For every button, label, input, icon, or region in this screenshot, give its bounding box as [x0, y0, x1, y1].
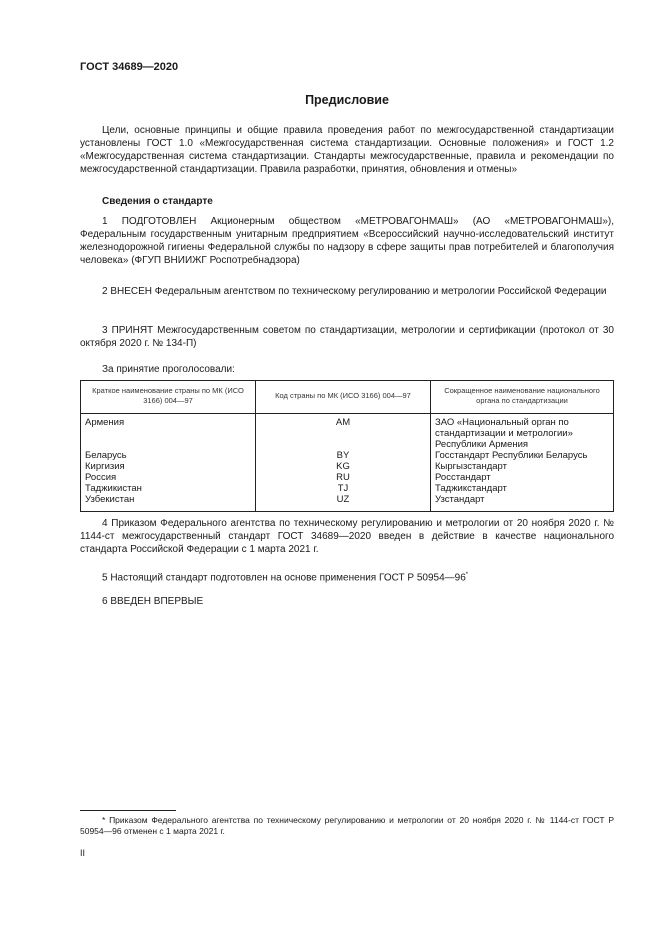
- cell-body: Госстандарт Республики Беларусь: [431, 450, 614, 461]
- cell-code: AM: [256, 414, 431, 451]
- cell-body: ЗАО «Национальный орган по стандартизации и метрологии» Республики Армения: [431, 414, 614, 451]
- cell-body: Узстандарт: [431, 494, 614, 512]
- item-4-block: [80, 517, 614, 556]
- section-title: Предисловие: [305, 93, 389, 107]
- item-6-paragraph: 6 ВВЕДЕН ВПЕРВЫЕ: [102, 596, 204, 607]
- page-number: II: [80, 848, 86, 858]
- voting-table: [80, 380, 614, 512]
- cell-code: RU: [256, 472, 431, 483]
- table-row: [81, 450, 614, 461]
- item-5-paragraph: [80, 569, 614, 584]
- cell-country: Таджикистан: [81, 483, 256, 494]
- footnote-separator: [80, 810, 176, 811]
- cell-country: Армения: [81, 414, 256, 451]
- footnote-mark: *: [465, 572, 469, 578]
- table-header-row: [81, 381, 614, 414]
- header-country: Краткое наименование страны по МК (ИСО 3166) 004—97: [81, 381, 256, 414]
- cell-code: UZ: [256, 494, 431, 512]
- item-2-block: [80, 285, 614, 298]
- document-id: ГОСТ 34689—2020: [80, 61, 179, 73]
- cell-country: Киргизия: [81, 461, 256, 472]
- item-1-paragraph: 1 ПОДГОТОВЛЕН Акционерным обществом «МЕТРОВАГОНМАШ» (АО «МЕТРОВАГОНМАШ»), Федеральным государственным унитарным предприятием «Всероссийский научно-исследовательский институт железнодорожной гигиены Федеральной службы по надзору в сфере защиты прав потребителей и благополучия человека» (ФГУП ВНИИЖГ Роспотребнадзора): [80, 216, 614, 266]
- item-2-paragraph: 2 ВНЕСЕН Федеральным агентством по техническому регулированию и метрологии Российской Федерации: [102, 286, 607, 297]
- cell-country: Беларусь: [81, 450, 256, 461]
- cell-code: TJ: [256, 483, 431, 494]
- item-3-block: [80, 324, 614, 350]
- item-3-paragraph: 3 ПРИНЯТ Межгосударственным советом по стандартизации, метрологии и сертификации (протокол от 30 октября 2020 г. № 134-П): [80, 325, 614, 349]
- item-5-block: [80, 569, 614, 584]
- intro-block: [80, 124, 614, 176]
- item-1-block: [80, 215, 614, 267]
- item-4-paragraph: 4 Приказом Федерального агентства по техническому регулированию и метрологии от 20 ноября 2020 г. № 1144-ст межгосударственный стандарт ГОСТ 34689—2020 введен в действие в качестве национального стандарта Российской Федерации с 1 марта 2021 г.: [80, 518, 614, 555]
- cell-code: KG: [256, 461, 431, 472]
- table-row: [81, 461, 614, 472]
- item-5-text: 5 Настоящий стандарт подготовлен на основе применения ГОСТ Р 50954—96: [102, 572, 466, 584]
- intro-paragraph: Цели, основные принципы и общие правила проведения работ по межгосударственной стандартизации установлены ГОСТ 1.0 «Межгосударственная система стандартизации. Основные положения» и ГОСТ 1.2 «Межгосударственная система стандартизации. Стандарты межгосударственные, правила и рекомендации по межгосударственной стандартизации. Правила разработки, принятия, обновления и отмены»: [80, 125, 614, 175]
- cell-country: Россия: [81, 472, 256, 483]
- footnote: * Приказом Федерального агентства по техническому регулированию и метрологии от 20 ноября 2020 г. № 1144-ст ГОСТ Р 50954—96 отменен с 1 марта 2021 г.: [80, 815, 614, 836]
- vote-label: За принятие проголосовали:: [102, 364, 235, 375]
- cell-body: Кыргызстандарт: [431, 461, 614, 472]
- cell-body: Росстандарт: [431, 472, 614, 483]
- cell-body: Таджикстандарт: [431, 483, 614, 494]
- table-row: [81, 494, 614, 512]
- header-code: Код страны по МК (ИСО 3166) 004—97: [256, 381, 431, 414]
- table-row: [81, 472, 614, 483]
- header-body: Сокращенное наименование национального органа по стандартизации: [431, 381, 614, 414]
- cell-country: Узбекистан: [81, 494, 256, 512]
- cell-code: BY: [256, 450, 431, 461]
- table-row: [81, 483, 614, 494]
- item-6-block: [80, 595, 614, 608]
- standard-info-heading: Сведения о стандарте: [102, 196, 213, 207]
- table-row: [81, 414, 614, 451]
